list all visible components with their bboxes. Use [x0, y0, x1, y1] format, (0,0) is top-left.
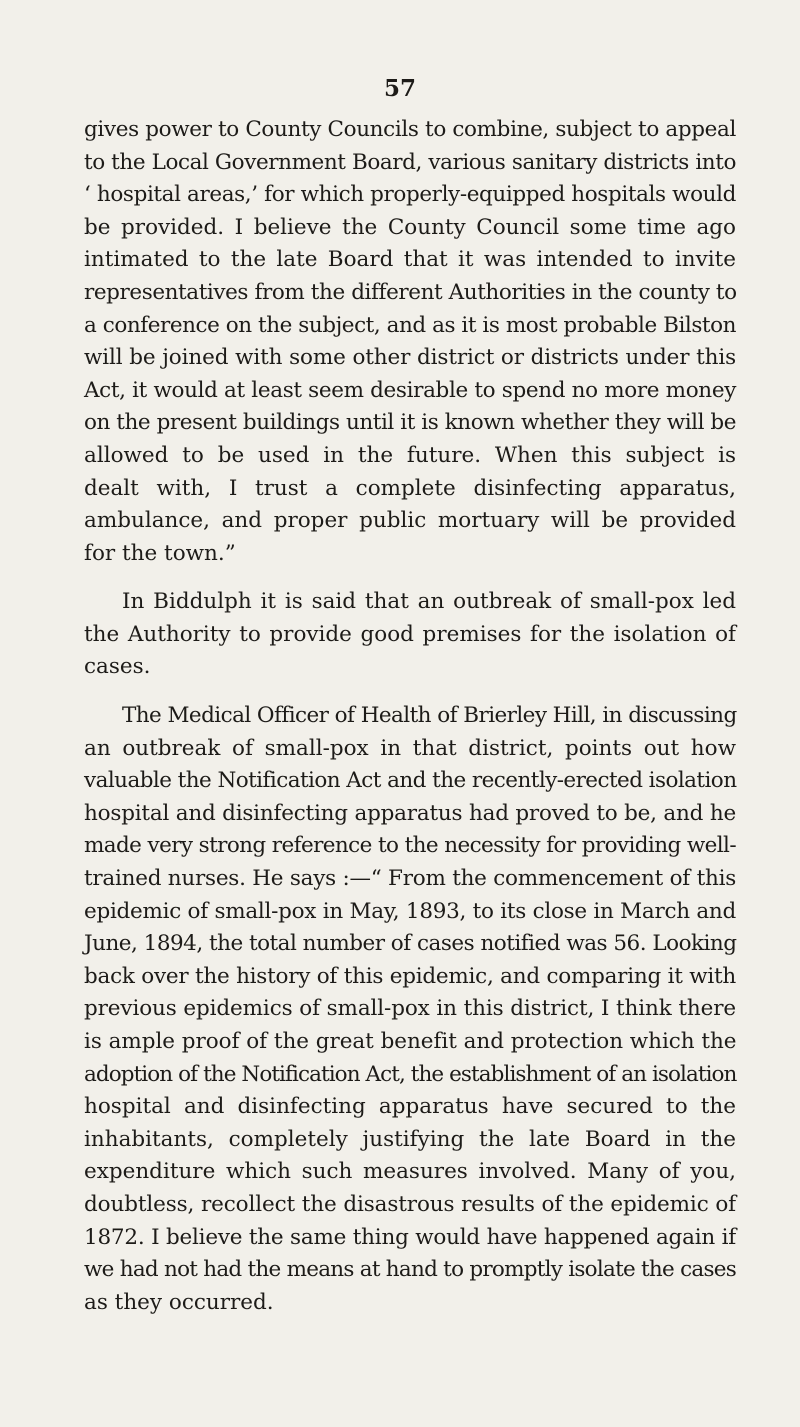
- text-line: previous epidemics of small-pox in this district, I think there: [84, 996, 736, 1022]
- text-line: inhabitants, completely justifying the late Board in the: [84, 1126, 736, 1152]
- text-line: gives power to County Councils to combine, subject to appeal: [84, 117, 736, 142]
- text-line: we had not had the means at hand to promptly isolate the cases: [84, 1257, 736, 1283]
- text-line: dealt with, I trust a complete disinfecting apparatus,: [84, 475, 736, 501]
- text-line: valuable the Notification Act and the recently-erected isolation: [84, 768, 737, 794]
- paragraph-brierley-hill: [84, 700, 736, 1319]
- text-line: the Authority to provide good premises for the isolation of: [84, 621, 736, 647]
- text-line: will be joined with some other district or districts under this: [84, 345, 736, 371]
- text-line: representatives from the different Authorities in the county to: [84, 279, 737, 305]
- paragraph-county-councils: [84, 114, 736, 570]
- text-line: June, 1894, the total number of cases notified was 56. Looking: [84, 931, 737, 957]
- text-line: back over the history of this epidemic, and comparing it with: [84, 963, 736, 989]
- text-line: allowed to be used in the future. When this subject is: [84, 442, 736, 468]
- text-line: 1872. I believe the same thing would have happened again if: [84, 1224, 736, 1250]
- text-line: doubtless, recollect the disastrous results of the epidemic of: [84, 1191, 736, 1217]
- text-line: as they occurred.: [84, 1289, 274, 1315]
- text-line: hospital and disinfecting apparatus have secured to the: [84, 1094, 736, 1120]
- text-line: on the present buildings until it is known whether they will be: [84, 410, 736, 436]
- text-line: adoption of the Notification Act, the establishment of an isolation: [84, 1061, 737, 1087]
- text-line: intimated to the late Board that it was intended to invite: [84, 247, 736, 273]
- text-line: trained nurses. He says :—“ From the commencement of this: [84, 865, 736, 891]
- text-line: In Biddulph it is said that an outbreak of small-pox led: [122, 589, 736, 614]
- text-line: ambulance, and proper public mortuary will be provided: [84, 508, 736, 534]
- text-line: an outbreak of small-pox in that district, points out how: [84, 735, 736, 761]
- text-line: Act, it would at least seem desirable to spend no more money: [84, 377, 736, 403]
- text-line: ‘ hospital areas,’ for which properly-equipped hospitals would: [84, 182, 736, 208]
- text-line: cases.: [84, 654, 151, 680]
- text-line: to the Local Government Board, various sanitary districts into: [84, 149, 736, 175]
- text-line: hospital and disinfecting apparatus had proved to be, and he: [84, 800, 736, 826]
- text-line: expenditure which such measures involved. Many of you,: [84, 1159, 736, 1185]
- paragraph-biddulph: [84, 586, 736, 684]
- text-line: is ample proof of the great benefit and protection which the: [84, 1028, 737, 1054]
- text-line: a conference on the subject, and as it is most probable Bilston: [84, 312, 736, 338]
- text-line: made very strong reference to the necessity for providing well-: [84, 833, 736, 859]
- text-line: be provided. I believe the County Council some time ago: [84, 214, 736, 240]
- text-line: The Medical Officer of Health of Brierley Hill, in discussing: [122, 703, 737, 728]
- page-number: 57: [383, 75, 416, 102]
- text-line: for the town.”: [84, 540, 236, 566]
- text-line: epidemic of small-pox in May, 1893, to its close in March and: [84, 898, 737, 924]
